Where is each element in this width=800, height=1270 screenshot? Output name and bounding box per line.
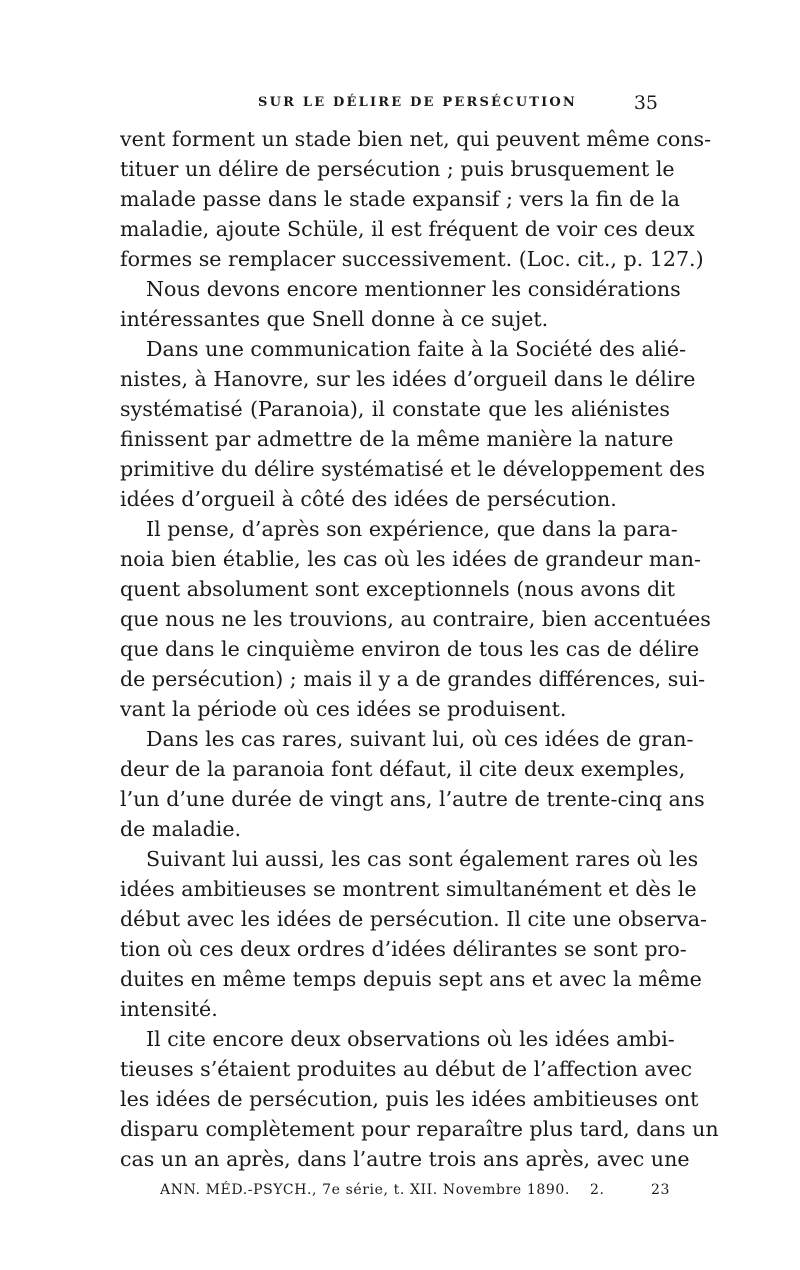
text-line: quent absolument sont exceptionnels (nous avons dit: [120, 577, 676, 601]
text-line: primitive du délire systématisé et le développement des: [120, 457, 706, 481]
text-line: disparu complètement pour reparaître plus tard, dans un: [120, 1117, 719, 1141]
text-line: vant la période où ces idées se produisent.: [120, 697, 567, 721]
text-line: malade passe dans le stade expansif ; vers la fin de la: [120, 187, 680, 211]
text-line: nistes, à Hanovre, sur les idées d’orgueil dans le délire: [120, 367, 696, 391]
text-line: formes se remplacer successivement. (Loc. cit., p. 127.): [120, 247, 704, 271]
text-line: Il pense, d’après son expérience, que dans la para-: [146, 517, 678, 541]
footer-sheet-number: 23: [650, 1182, 670, 1198]
text-line: de persécution) ; mais il y a de grandes différences, sui-: [120, 667, 706, 691]
page-footer: [160, 1178, 670, 1202]
footer-journal-line: ANN. MÉD.-PSYCH., 7e série, t. XII. Novembre 1890.: [160, 1182, 570, 1198]
text-line: deur de la paranoia font défaut, il cite deux exemples,: [120, 757, 686, 781]
page-number: 35: [633, 92, 658, 114]
text-line: Nous devons encore mentionner les considérations: [146, 277, 681, 301]
text-line: tituer un délire de persécution ; puis brusquement le: [120, 157, 675, 181]
text-line: idées ambitieuses se montrent simultanément et dès le: [120, 877, 697, 901]
text-line: de maladie.: [120, 817, 242, 841]
text-line: Dans les cas rares, suivant lui, où ces idées de gran-: [146, 727, 694, 751]
text-line: que dans le cinquième environ de tous les cas de délire: [120, 637, 700, 661]
running-head: [120, 88, 658, 118]
text-line: intensité.: [120, 997, 218, 1021]
text-line: tion où ces deux ordres d’idées délirantes se sont pro-: [120, 937, 687, 961]
text-line: noia bien établie, les cas où les idées de grandeur man-: [120, 547, 701, 571]
text-line: Dans une communication faite à la Société des alié-: [146, 337, 687, 361]
text-line: maladie, ajoute Schüle, il est fréquent de voir ces deux: [120, 217, 695, 241]
running-head-title: SUR LE DÉLIRE DE PERSÉCUTION: [258, 95, 578, 110]
text-line: cas un an après, dans l’autre trois ans après, avec une: [120, 1147, 690, 1171]
text-line: systématisé (Paranoia), il constate que les aliénistes: [120, 397, 670, 421]
text-line: tieuses s’étaient produites au début de l’affection avec: [120, 1057, 693, 1081]
text-line: début avec les idées de persécution. Il cite une observa-: [120, 907, 707, 931]
text-line: intéressantes que Snell donne à ce sujet.: [120, 307, 549, 331]
text-line: idées d’orgueil à côté des idées de persécution.: [120, 487, 617, 511]
text-line: Il cite encore deux observations où les idées ambi-: [146, 1027, 675, 1051]
text-line: les idées de persécution, puis les idées ambitieuses ont: [120, 1087, 699, 1111]
text-line: l’un d’une durée de vingt ans, l’autre de trente-cinq ans: [120, 787, 705, 811]
text-line: Suivant lui aussi, les cas sont également rares où les: [146, 847, 699, 871]
text-line: vent forment un stade bien net, qui peuvent même cons-: [120, 127, 712, 151]
text-line: finissent par admettre de la même manière la nature: [120, 427, 674, 451]
text-line: duites en même temps depuis sept ans et avec la même: [120, 967, 702, 991]
footer-signature: 2.: [590, 1182, 605, 1198]
text-line: que nous ne les trouvions, au contraire, bien accentuées: [120, 607, 711, 631]
